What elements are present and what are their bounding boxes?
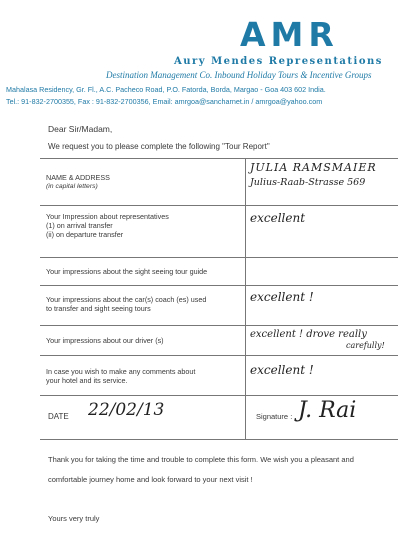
company-tagline: Destination Management Co. Inbound Holiday Tours & Incentive Groups xyxy=(106,70,372,80)
thanks-text-continued: comfortable journey home and look forward to your next visit ! xyxy=(48,475,253,484)
signature-label: Signature : xyxy=(256,412,293,421)
salutation: Dear Sir/Madam, xyxy=(48,124,113,134)
representatives-answer: excellent xyxy=(250,211,306,225)
row-driver xyxy=(40,325,398,356)
company-logo: AMR xyxy=(240,15,339,54)
driver-answer-continued: carefully! xyxy=(346,341,385,350)
representatives-question: Your Impression about representatives (1) on arrival transfer (ii) on departure transfer xyxy=(46,212,169,239)
sightseeing-question: Your impressions about the sight seeing tour guide xyxy=(46,267,208,276)
comments-question: In case you wish to make any comments about your hotel and its service. xyxy=(46,367,196,385)
comments-answer: excellent ! xyxy=(250,363,314,377)
address-value: Julius-Raab-Strasse 569 xyxy=(250,177,366,188)
signature: J. Rai xyxy=(298,398,357,423)
date-label: DATE xyxy=(48,412,69,421)
row-sightseeing-guide xyxy=(40,257,398,286)
row-name-address xyxy=(40,159,398,205)
row-representatives xyxy=(40,205,398,258)
company-name: Aury Mendes Representations xyxy=(174,56,383,67)
driver-question: Your impressions about our driver (s) xyxy=(46,336,164,345)
name-address-label: NAME & ADDRESS (in capital letters) xyxy=(46,173,110,190)
closing: Yours very truly xyxy=(48,514,100,523)
driver-answer: excellent ! drove really xyxy=(250,329,367,340)
coach-question: Your impressions about the car(s) coach (es) used to transfer and sight seeing tours xyxy=(46,295,207,313)
request-text: We request you to please complete the following "Tour Report" xyxy=(48,142,270,151)
company-address: Mahalasa Residency, Gr. Fl., A.C. Pacheco Road, P.O. Fatorda, Borda, Margao - Goa 403 602 India. xyxy=(6,85,326,94)
name-value: JULIA RAMSMAIER xyxy=(250,161,377,174)
date-value: 22/02/13 xyxy=(88,400,165,420)
row-coach xyxy=(40,285,398,326)
row-comments xyxy=(40,355,398,396)
company-contact: Tel.: 91-832-2700355, Fax : 91-832-2700356, Email: amrgoa@sancharnet.in / amrgoa@yahoo.com xyxy=(6,97,323,106)
coach-answer: excellent ! xyxy=(250,290,314,304)
thanks-text: Thank you for taking the time and trouble to complete this form. We wish you a pleasant and xyxy=(48,455,354,464)
